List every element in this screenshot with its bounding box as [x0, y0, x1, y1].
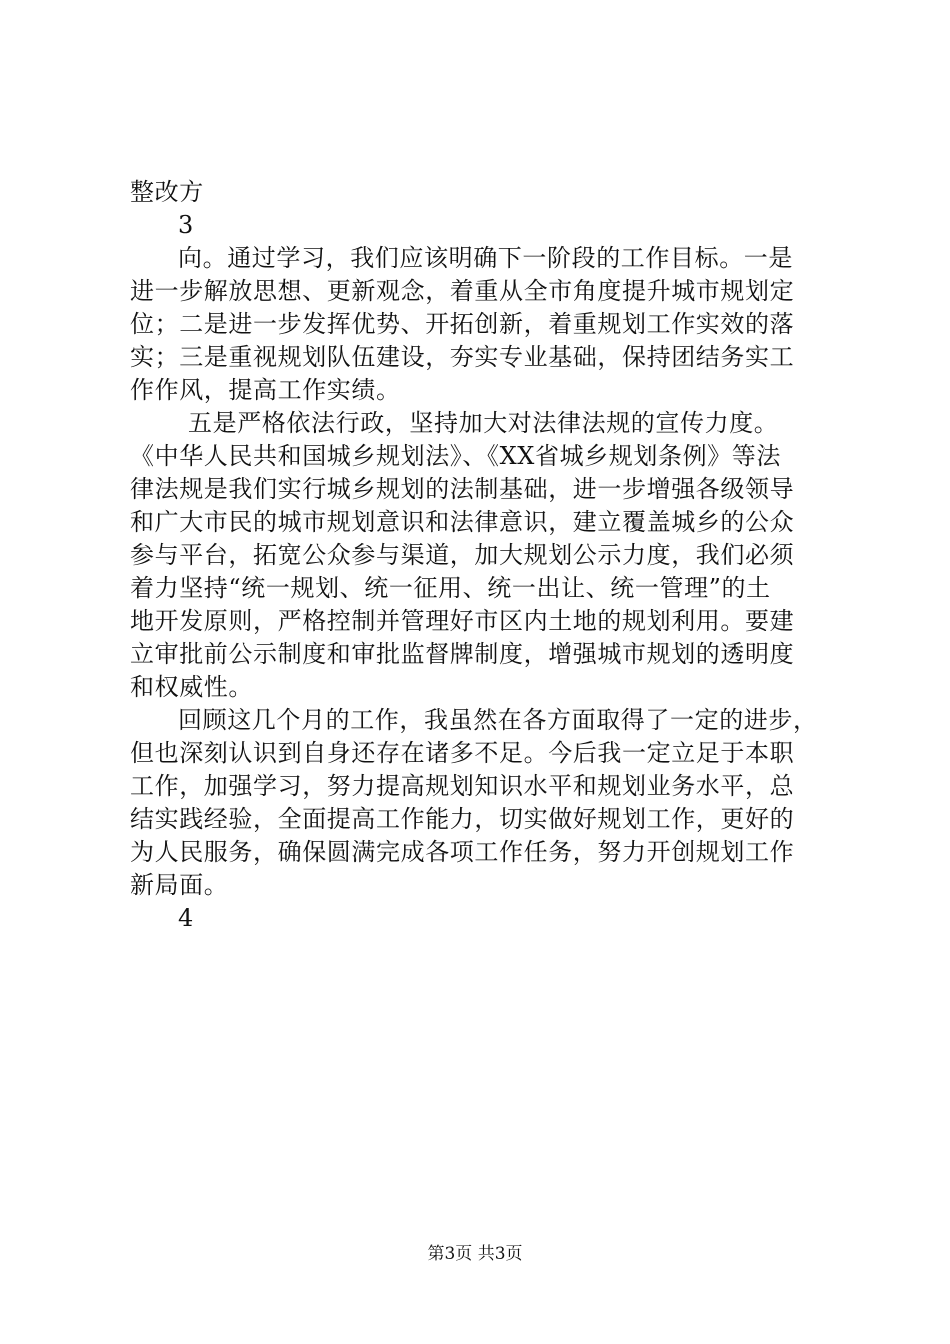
text-line: 立审批前公示制度和审批监督牌制度，增强城市规划的透明度 [130, 640, 795, 668]
text-line: 回顾这几个月的工作，我虽然在各方面取得了一定的进步， [178, 706, 818, 734]
text-line: 向。通过学习，我们应该明确下一阶段的工作目标。一是 [178, 244, 793, 272]
text-line: 为人民服务，确保圆满完成各项工作任务，努力开创规划工作 [130, 838, 795, 866]
page-number-marker: 3 [178, 211, 194, 239]
text-line: 《中华人民共和国城乡规划法》、《XX省城乡规划条例》等法 [130, 442, 781, 470]
text-line: 实；三是重视规划队伍建设，夯实专业基础，保持团结务实工 [130, 343, 795, 371]
text-line: 结实践经验，全面提高工作能力，切实做好规划工作，更好的 [130, 805, 795, 833]
page-number-marker: 4 [178, 904, 194, 932]
text-line: 整改方 [130, 178, 204, 206]
text-line: 和权威性。 [130, 673, 253, 701]
text-line: 工作，加强学习，努力提高规划知识水平和规划业务水平，总 [130, 772, 795, 800]
text-line: 律法规是我们实行城乡规划的法制基础，进一步增强各级领导 [130, 475, 795, 503]
text-line: 位；二是进一步发挥优势、开拓创新，着重规划工作实效的落 [130, 310, 795, 338]
text-line: 新局面。 [130, 871, 229, 899]
text-line: 但也深刻认识到自身还存在诸多不足。今后我一定立足于本职 [130, 739, 795, 767]
text-line: 五是严格依法行政，坚持加大对法律法规的宣传力度。 [188, 409, 779, 437]
text-line: 着力坚持“统一规划、统一征用、统一出让、统一管理”的土 [130, 574, 771, 602]
text-line: 作作风，提高工作实绩。 [130, 376, 401, 404]
text-line: 进一步解放思想、更新观念，着重从全市角度提升城市规划定 [130, 277, 795, 305]
page-footer: 第3页 共3页 [427, 1244, 523, 1264]
text-line: 参与平台，拓宽公众参与渠道，加大规划公示力度，我们必须 [130, 541, 795, 569]
text-line: 和广大市民的城市规划意识和法律意识，建立覆盖城乡的公众 [130, 508, 795, 536]
text-line: 地开发原则，严格控制并管理好市区内土地的规划利用。要建 [130, 607, 795, 635]
